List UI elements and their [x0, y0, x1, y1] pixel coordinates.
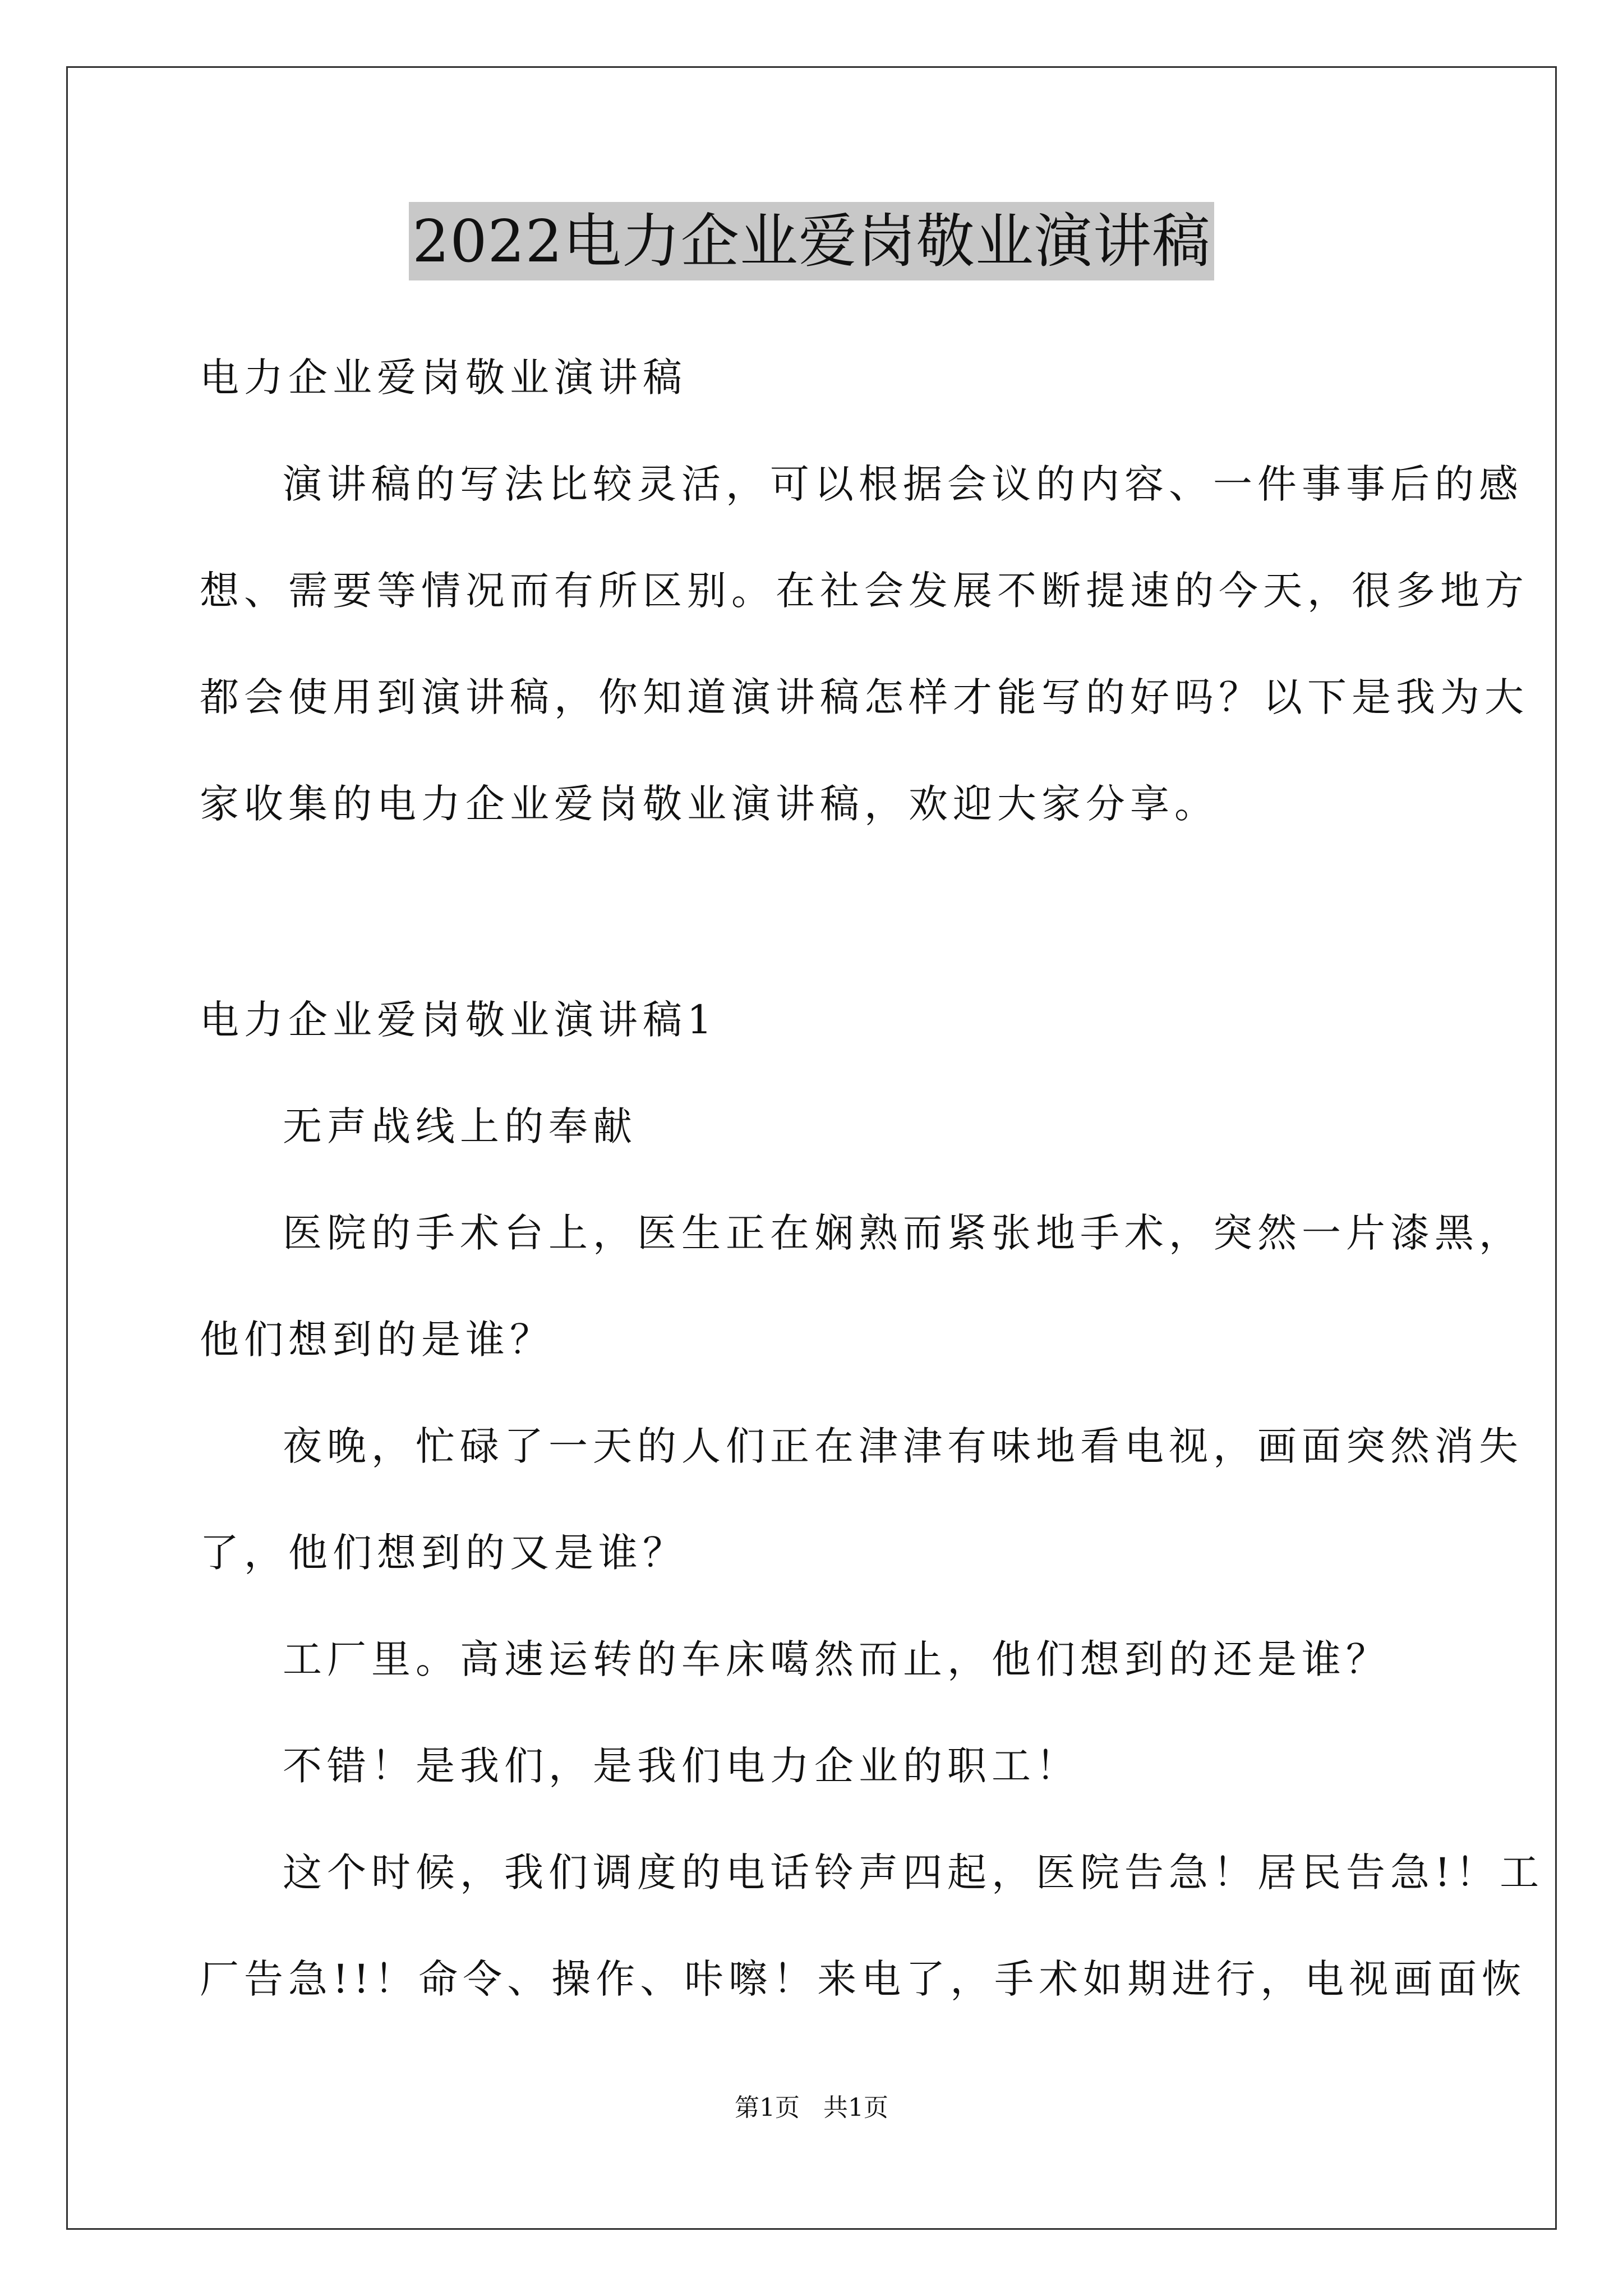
intro-line-3: 都会使用到演讲稿，你知道演讲稿怎样才能写的好吗？以下是我为大	[200, 674, 1529, 720]
body-line-4: 了，他们想到的又是谁？	[200, 1530, 687, 1576]
body-line-7: 这个时候，我们调度的电话铃声四起，医院告急！居民告急!！工	[283, 1849, 1544, 1895]
page-number-footer: 第1页 共1页	[735, 2093, 888, 2122]
document-title: 2022电力企业爱岗敬业演讲稿	[409, 202, 1214, 280]
body-line-5: 工厂里。高速运转的车床噶然而止，他们想到的还是谁？	[283, 1636, 1390, 1682]
body-line-6: 不错！是我们，是我们电力企业的职工！	[283, 1743, 1080, 1789]
speech-title: 无声战线上的奉献	[283, 1103, 637, 1149]
intro-line-4: 家收集的电力企业爱岗敬业演讲稿，欢迎大家分享。	[200, 781, 1219, 827]
body-line-3: 夜晚，忙碌了一天的人们正在津津有味地看电视，画面突然消失	[283, 1423, 1523, 1469]
document-subtitle: 电力企业爱岗敬业演讲稿	[200, 355, 687, 401]
body-line-8: 厂告急!!！命令、操作、咔嚓！来电了，手术如期进行，电视画面恢	[200, 1956, 1527, 2002]
section-heading: 电力企业爱岗敬业演讲稿1	[200, 997, 717, 1043]
body-line-1: 医院的手术台上，医生正在娴熟而紧张地手术，突然一片漆黑，	[283, 1210, 1523, 1256]
body-line-2: 他们想到的是谁？	[200, 1317, 554, 1363]
intro-line-2: 想、需要等情况而有所区别。在社会发展不断提速的今天，很多地方	[200, 568, 1529, 614]
title-container	[0, 202, 1623, 280]
intro-line-1: 演讲稿的写法比较灵活，可以根据会议的内容、一件事事后的感	[283, 461, 1523, 507]
